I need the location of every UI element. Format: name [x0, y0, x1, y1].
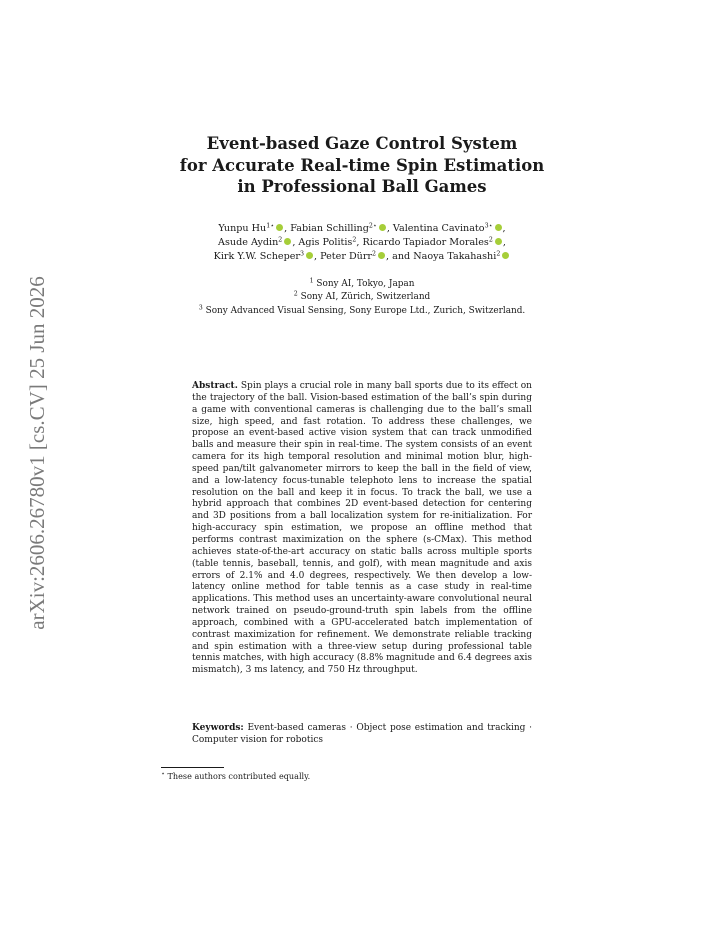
orcid-icon[interactable] [276, 224, 283, 231]
author-separator: , [386, 223, 393, 234]
author-name: Ricardo Tapiador Morales [362, 237, 489, 248]
affiliation-text: Sony Advanced Visual Sensing, Sony Europe Ltd., Zurich, Switzerland. [205, 305, 526, 316]
author-separator: , [502, 223, 506, 234]
abstract [192, 381, 532, 677]
author-separator: , [284, 223, 291, 234]
author-affiliation-mark: 2 [372, 250, 377, 258]
footnote-mark: ⋆ [161, 770, 165, 778]
author-affiliation-mark: 1⋆ [266, 222, 275, 230]
author-name: Peter Dürr [320, 251, 373, 262]
orcid-icon[interactable] [378, 252, 385, 259]
title-line-3: in Professional Ball Games [237, 177, 487, 196]
keywords [192, 723, 532, 747]
affiliation-number: 1 [309, 277, 314, 285]
author-list [150, 222, 574, 264]
author-affiliation-mark: 2 [278, 236, 283, 244]
author-name: Asude Aydin [218, 237, 279, 248]
abstract-text: Spin plays a crucial role in many ball sports due to its effect on the trajectory of the ball. Vision-based estimation of the ball’s spin during a game with conventional cameras is challenging due to the ball’s small size, high speed, and fast rotation. To address these challenges, we propose an event-based active vision system that can track unmodified balls and measure their spin in real-time. The system consists of an event camera for its high temporal resolution and minimal motion blur, high-speed pan/tilt galvanometer mirrors to keep the ball in the field of view, and a low-latency focus-tunable telephoto lens to increase the spatial resolution on the ball and keep it in focus. To track the ball, we use a hybrid approach that combines 2D event-based detection for centering and 3D positions from a ball localization system for re-initialization. For high-accuracy spin estimation, we propose an offline method that performs contrast maximization on the sphere (s-CMax). This method achieves state-of-the-art accuracy on static balls across multiple sports (table tennis, baseball, tennis, and golf), with mean magnitude and axis errors of 2.1% and 4.0 degrees, respectively. We then develop a low-latency online method for table tennis as a case study in real-time applications. This method uses an uncertainty-aware convolutional neural network trained on pseudo-ground-truth spin labels from the offline approach, combined with a GPU-accelerated batch implementation of contrast maximization for refinement. We demonstrate reliable tracking and spin estimation with a three-view setup during professional table tennis matches, with high accuracy (8.8% magnitude and 6.4 degrees axis mismatch), 3 ms latency, and 750 Hz throughput. [192, 381, 532, 676]
orcid-icon[interactable] [502, 252, 509, 259]
footnote-text: These authors contributed equally. [167, 771, 311, 781]
author-name: Fabian Schilling [290, 223, 369, 234]
footnote-rule [161, 767, 224, 768]
author-line [150, 250, 574, 264]
arxiv-identifier-stamp [4, 258, 60, 648]
keywords-label: Keywords: [192, 723, 244, 733]
affiliation-item [150, 278, 574, 291]
author-line [150, 236, 574, 250]
author-line [150, 222, 574, 236]
title-line-2: for Accurate Real-time Spin Estimation [179, 155, 545, 175]
author-affiliation-mark: 2⋆ [368, 222, 377, 230]
orcid-icon[interactable] [379, 224, 386, 231]
author-affiliation-mark: 2 [496, 250, 501, 258]
author-affiliation-mark: 2 [488, 236, 493, 244]
orcid-icon[interactable] [495, 238, 502, 245]
orcid-icon[interactable] [495, 224, 502, 231]
author-separator: , [502, 237, 506, 248]
footnote [161, 771, 310, 781]
author-name: Kirk Y.W. Scheper [213, 251, 300, 262]
affiliation-list [150, 278, 574, 318]
affiliation-number: 3 [198, 304, 203, 312]
author-separator: , [356, 237, 363, 248]
author-separator: , and [386, 251, 414, 262]
title-line-1: Event-based Gaze Control System [206, 134, 518, 153]
affiliation-item [150, 305, 574, 318]
abstract-label: Abstract. [192, 381, 238, 391]
affiliation-text: Sony AI, Zürich, Switzerland [300, 292, 431, 303]
affiliation-number: 2 [293, 290, 298, 298]
author-name: Yunpu Hu [218, 223, 267, 234]
keywords-text: Event-based cameras · Object pose estimation and tracking · Computer vision for robotics [192, 723, 532, 745]
affiliation-item [150, 291, 574, 304]
author-separator: , [292, 237, 299, 248]
author-name: Valentina Cavinato [392, 223, 485, 234]
author-affiliation-mark: 2 [352, 236, 357, 244]
author-affiliation-mark: 3⋆ [484, 222, 493, 230]
author-name: Agis Politis [298, 237, 353, 248]
author-affiliation-mark: 3 [299, 250, 304, 258]
orcid-icon[interactable] [284, 238, 291, 245]
paper-title [150, 133, 574, 198]
author-separator: , [314, 251, 321, 262]
affiliation-text: Sony AI, Tokyo, Japan [316, 279, 415, 289]
arxiv-identifier: arXiv:2606.26780v1 [cs.CV] 25 Jun 2026 [25, 276, 49, 630]
orcid-icon[interactable] [306, 252, 313, 259]
author-name: Naoya Takahashi [413, 251, 497, 262]
